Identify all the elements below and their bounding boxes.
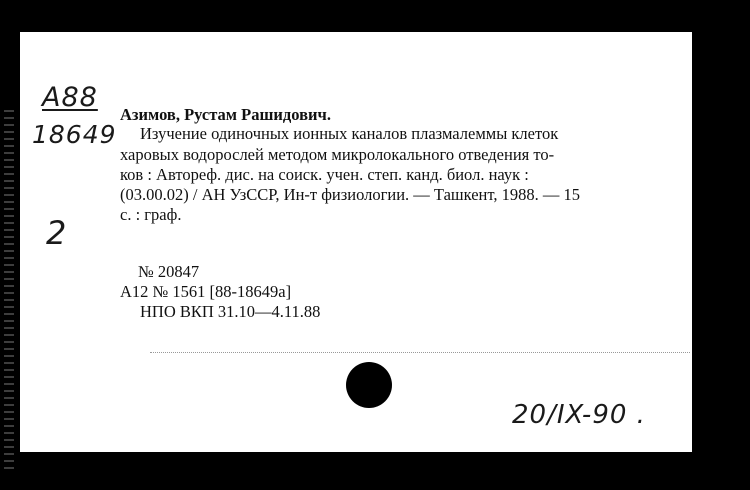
copy-mark-handwritten: 2 — [46, 214, 67, 252]
title-line-3: ков : Автореф. дис. на соиск. учен. степ. канд. биол. наук : — [120, 165, 529, 184]
shelf-code-handwritten: А88 — [42, 82, 98, 113]
accession-number-handwritten: 18649 — [32, 120, 117, 149]
title-line-5: с. : граф. — [120, 205, 182, 224]
card-punch-hole — [346, 362, 392, 408]
author-name: Азимов, Рустам Рашидович. — [120, 105, 331, 124]
catalog-card — [20, 32, 692, 452]
title-line-2: харовых водорослей методом микролокального отведения то- — [120, 145, 555, 164]
document-number: № 20847 — [138, 262, 200, 281]
faint-divider — [150, 352, 690, 353]
npo-vkp-dates: НПО ВКП 31.10—4.11.88 — [140, 302, 321, 321]
scan-edge-noise — [4, 110, 14, 470]
title-line-4: (03.00.02) / АН УзССР, Ин-т физиологии. — Ташкент, 1988. — 15 — [120, 185, 580, 204]
date-stamp-handwritten: 20/IX-90 . — [512, 400, 646, 430]
registry-reference: А12 № 1561 [88-18649а] — [120, 282, 292, 301]
title-line-1: Изучение одиночных ионных каналов плазмалеммы клеток — [140, 124, 559, 143]
